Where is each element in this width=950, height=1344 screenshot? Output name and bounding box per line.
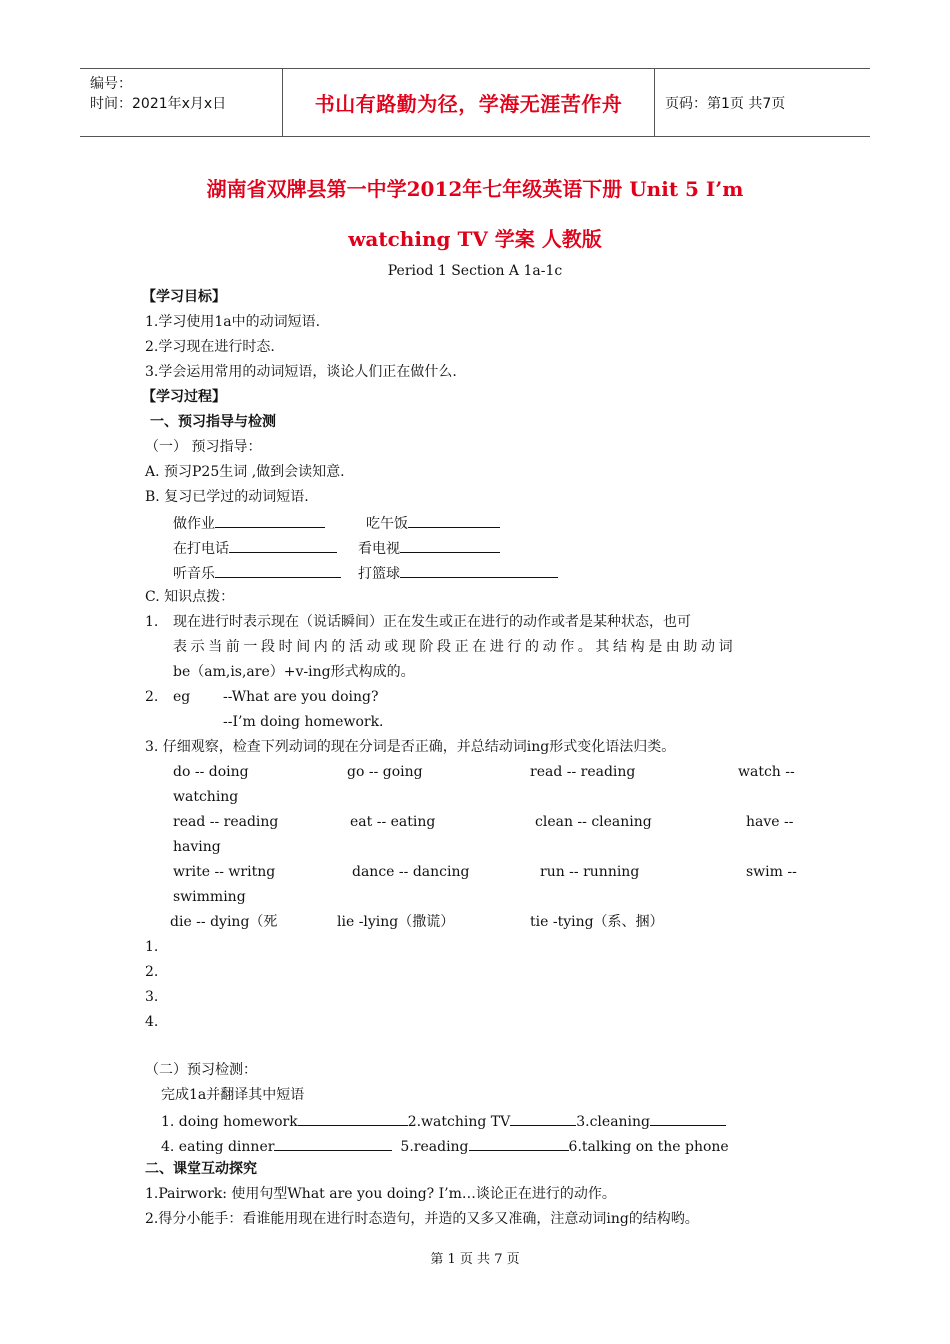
phrase-row [358, 538, 500, 558]
page-code-cell [665, 69, 870, 136]
page-footer: 第 1 页 共 7 页 [430, 1252, 520, 1267]
phrase-label: 在打电话 [173, 541, 229, 557]
knowledge-number: 1. [145, 614, 159, 630]
answer-blank[interactable] [650, 1111, 726, 1126]
date-label: 时间：2021年x月x日 [90, 96, 227, 112]
process-heading: 【学习过程】 [142, 389, 226, 405]
verb-pair: having [173, 839, 221, 855]
phrase-label: 吃午饭 [366, 516, 408, 532]
rule-number: 3. [145, 989, 159, 1005]
sub1-heading: （一） 预习指导： [145, 439, 262, 455]
item-a: A. 预习P25生词 ,做到会读知意. [145, 464, 345, 480]
phrase-row [358, 563, 558, 583]
knowledge-text: 现在进行时表示现在（说话瞬间）正在发生或正在进行的动作或者是某种状态，也可 [173, 614, 691, 630]
serial-label: 编号： [90, 76, 132, 92]
period-subtitle: Period 1 Section A 1a-1c [387, 263, 563, 279]
verb-pair: read -- reading [173, 814, 279, 830]
knowledge-number: 2. [145, 689, 159, 705]
phrase-label: 听音乐 [173, 566, 215, 582]
item-b: B. 复习已学过的动词短语. [145, 489, 309, 505]
header-table [80, 68, 870, 137]
verb-pair: run -- running [540, 864, 640, 880]
motto-text: 书山有路勤为径，学海无涯苦作舟 [314, 92, 623, 116]
check-item [161, 1136, 729, 1156]
verb-pair: clean -- cleaning [535, 814, 652, 830]
check-item [161, 1111, 726, 1131]
goal-item: 3.学会运用常用的动词短语，谈论人们正在做什么. [145, 364, 457, 380]
document-title-line1: 湖南省双牌县第一中学2012年七年级英语下册 Unit 5 I’m [206, 177, 744, 201]
verb-pair: do -- doing [173, 764, 249, 780]
rule-number: 1. [145, 939, 159, 955]
rule-number: 4. [145, 1014, 159, 1030]
example-question: --What are you doing? [223, 689, 379, 705]
answer-blank[interactable] [215, 563, 341, 578]
interaction-item: 1.Pairwork: 使用句型What are you doing? I’m…谈论正在进行的动作。 [145, 1186, 616, 1202]
interaction-item: 2.得分小能手：看谁能用现在进行时态造句，并造的又多又准确，注意动词ing的结构哟。 [145, 1211, 699, 1227]
verb-pair: swim -- [746, 864, 797, 880]
knowledge-text: be（am,is,are）+v-ing形式构成的。 [173, 664, 415, 680]
check-label: 6.talking on the phone [568, 1139, 729, 1155]
verb-pair: tie -tying（系、捆） [530, 914, 664, 930]
goal-item: 2.学习现在进行时态. [145, 339, 275, 355]
sub2-heading: （二）预习检测： [145, 1062, 257, 1078]
verb-pair: eat -- eating [350, 814, 436, 830]
check-label: 3.cleaning [576, 1114, 651, 1130]
goals-heading: 【学习目标】 [142, 289, 226, 305]
verb-pair: swimming [173, 889, 246, 905]
phrase-label: 看电视 [358, 541, 400, 557]
phrase-row [366, 513, 500, 533]
example-label: eg [173, 689, 191, 705]
verb-pair: dance -- dancing [352, 864, 470, 880]
answer-blank[interactable] [229, 538, 337, 553]
verb-pair: write -- writng [173, 864, 276, 880]
phrase-row [173, 513, 325, 533]
rule-number: 2. [145, 964, 159, 980]
knowledge-text: 表示当前一段时间内的活动或现阶段正在进行的动作。其结构是由助动词 [173, 639, 737, 655]
goal-item: 1.学习使用1a中的动词短语. [145, 314, 321, 330]
part1-heading: 一、预习指导与检测 [150, 414, 276, 430]
phrase-label: 打篮球 [358, 566, 400, 582]
answer-blank[interactable] [400, 563, 558, 578]
phrase-label: 做作业 [173, 516, 215, 532]
knowledge-item-3: 3. 仔细观察，检查下列动词的现在分词是否正确，并总结动词ing形式变化语法归类。 [145, 739, 676, 755]
check-label: 2.watching TV [407, 1114, 511, 1130]
answer-blank[interactable] [469, 1136, 569, 1151]
phrase-row [173, 563, 341, 583]
check-intro: 完成1a并翻译其中短语 [161, 1087, 305, 1103]
verb-pair: have -- [746, 814, 794, 830]
document-title-line2: watching TV 学案 人教版 [348, 227, 602, 251]
verb-pair: die -- dying（死 [170, 914, 278, 930]
verb-pair: lie -lying（撒谎） [337, 914, 455, 930]
answer-blank[interactable] [274, 1136, 392, 1151]
verb-pair: read -- reading [530, 764, 636, 780]
answer-blank[interactable] [510, 1111, 576, 1126]
verb-pair: go -- going [347, 764, 423, 780]
motto-cell [283, 69, 655, 136]
check-label: 5.reading [400, 1139, 469, 1155]
check-label: 1. doing homework [161, 1114, 298, 1130]
answer-blank[interactable] [408, 513, 500, 528]
answer-blank[interactable] [400, 538, 500, 553]
item-c: C. 知识点拨： [145, 589, 235, 605]
page-code: 页码：第1页 共7页 [665, 95, 786, 112]
answer-blank[interactable] [215, 513, 325, 528]
phrase-row [173, 538, 337, 558]
part2-heading: 二、课堂互动探究 [145, 1161, 257, 1177]
example-answer: --I’m doing homework. [223, 714, 384, 730]
verb-pair: watching [173, 789, 239, 805]
answer-blank[interactable] [298, 1111, 408, 1126]
check-label: 4. eating dinner [161, 1139, 275, 1155]
verb-pair: watch -- [738, 764, 795, 780]
header-info-cell [80, 69, 283, 136]
